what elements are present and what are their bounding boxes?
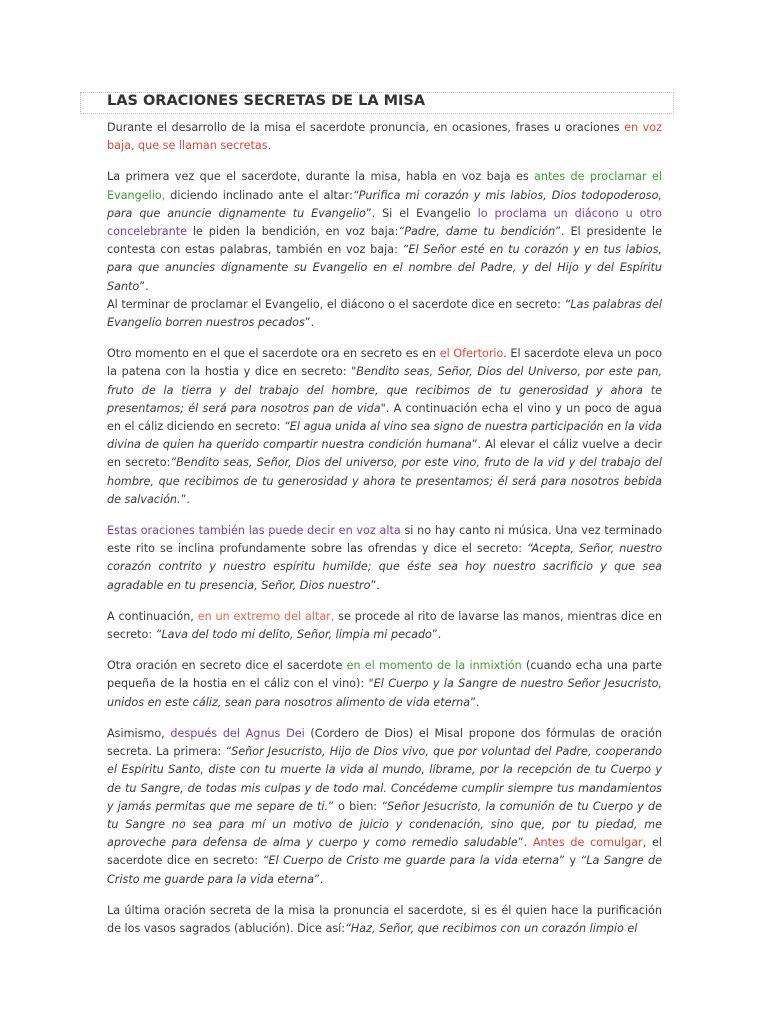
paragraph-intro <box>107 119 662 155</box>
text: ”. <box>370 578 380 592</box>
quote: “Padre, dame tu bendición <box>398 225 556 239</box>
text: si no hay canto ni música. Una vez terminado este rito se inclina profundamente sobre las ofrendas y dice el secreto: <box>107 524 662 556</box>
quote: “El Señor esté en tu corazón y en tus labios, para que anuncies dignamente su Evangelio en el nombre del Padre, y del Hijo y del Espíritu Santo <box>107 243 662 293</box>
paragraph-aloud <box>107 522 662 595</box>
quote: “Señor Jesucristo, la comunión de tu Cuerpo y de tu Sangre no sea para mí un motivo de juicio y condenación, sino que, por tu piedad, me aproveche para defensa de alma y cuerpo y como remedio saludable <box>107 799 663 850</box>
quote: “Haz, Señor, que recibimos con un corazón limpio el <box>345 921 638 935</box>
text: Otra oración en secreto dice el sacerdote <box>107 659 347 673</box>
highlight-green: antes de proclamar el Evangelio, <box>107 170 662 202</box>
paragraph-after-gospel <box>107 296 662 332</box>
paragraph-agnus-dei <box>107 725 662 889</box>
text: A continuación, <box>107 609 198 623</box>
text: ”. <box>314 872 324 886</box>
quote: “Acepta, Señor, nuestro corazón contrito y nuestro espíritu humilde; que éste sea hoy nuestro sacrificio y que sea agradable en tu presencia, Señor, Dios nuestro <box>107 542 662 592</box>
text: ”. <box>431 628 442 642</box>
text: . El sacerdote eleva un poco la patena con la hostia y dice en secreto: <box>107 347 662 379</box>
quote: “Bendito seas, Señor, Dios del universo, por este vino, fruto de la vid y del trabajo del hombre, que recibimos de tu generosidad y ahora te presentamos; él será para nosotros bebida de salvación. <box>107 456 662 506</box>
text: ” y <box>559 854 581 868</box>
text: (Cordero de Dios) el Misal propone dos fórmulas de oración secreta. La primera: <box>107 726 662 759</box>
highlight-green: en el momento de la inmixtión <box>346 659 522 673</box>
highlight-purple: después del Agnus Dei <box>170 726 305 740</box>
text: (cuando echa una parte pequeña de la hostia en el cáliz con el vino): <box>107 659 662 691</box>
highlight-red: en voz baja, que se llaman secretas <box>107 121 662 153</box>
text: ”. Al elevar el cáliz vuelve a decir en secreto: <box>107 438 662 470</box>
text: ”. Si el Evangelio <box>365 206 478 220</box>
paragraph-inmixtion <box>107 657 662 712</box>
text: Al terminar de proclamar el Evangelio, el diácono o el sacerdote dice en secreto: <box>107 297 565 311</box>
paragraph-gospel <box>107 168 662 295</box>
text: ”. <box>470 695 480 709</box>
quote: "Bendito seas, Señor, Dios del Universo, por este pan, fruto de la tierra y del trabajo del hombre, que recibimos de tu generosidad y ahora te presentamos; él será para nosotros pan de vida <box>107 365 662 415</box>
highlight-red: el Ofertorio <box>439 347 504 361</box>
text: ”. <box>517 836 533 850</box>
page-title: LAS ORACIONES SECRETAS DE LA MISA <box>107 93 426 109</box>
paragraph-ablution <box>107 902 662 938</box>
text: Asimismo, <box>107 726 171 740</box>
highlight-purple: lo proclama un diácono u otro concelebrante <box>107 206 662 239</box>
quote: “Lava del todo mi delito, Señor, limpia mi pecado <box>155 628 432 642</box>
text: . <box>267 139 272 153</box>
text: Durante el desarrollo de la misa el sacerdote pronuncia, en ocasiones, frases u oraciones <box>107 121 625 134</box>
text: se procede al rito de lavarse las manos, mientras dice en secreto: <box>107 609 662 642</box>
highlight-red: Antes de comulgar <box>532 836 643 850</box>
text: Otro momento en el que el sacerdote ora en secreto es en <box>107 347 440 361</box>
paragraph-lavabo <box>107 608 662 644</box>
text: le piden la bendición, en voz baja: <box>187 225 399 239</box>
quote: “Las palabras del Evangelio borren nuestros pecados <box>107 297 662 330</box>
quote: “Señor Jesucristo, Hijo de Dios vivo, que por voluntad del Padre, cooperando el Espíritu Santo, diste con tu muerte la vida al mundo, líbrame, por la recepción de tu Cuerpo y de tu Sangre, de todas mis culpas y de todo mal. Concédeme cumplir siempre tus mandamientos y jamás permitas que me separe de ti. <box>107 745 662 813</box>
text: ”. El presidente le contesta con estas palabras, también en voz baja: <box>107 225 662 257</box>
quote: “La Sangre de Cristo me guarde para la vida eterna <box>107 854 662 886</box>
text: ". A continuación echa el vino y un poco de agua en el cáliz diciendo en secreto: <box>107 401 663 434</box>
quote: “Purifica mi corazón y mis labios, Dios todopoderoso, para que anuncie dignamente tu Evangelio <box>107 188 662 220</box>
text: ”. <box>180 492 190 506</box>
text: ” o bien: <box>328 799 382 813</box>
quote: “El agua unida al vino sea signo de nuestra participación en la vida divina de quien ha querido compartir nuestra condición humana <box>107 420 662 452</box>
highlight-salmon: en un extremo del altar, <box>197 609 335 623</box>
text: ”. <box>304 316 315 330</box>
text: La primera vez que el sacerdote, durante la misa, habla en voz baja es <box>107 170 535 184</box>
text: ”. <box>139 279 149 293</box>
article-body <box>107 119 662 951</box>
quote: "El Cuerpo y la Sangre de nuestro Señor Jesucristo, unidos en este cáliz, sean para nosotros alimento de vida eterna <box>107 677 662 709</box>
text: La última oración secreta de la misa la pronuncia el sacerdote, si es él quien hace la purificación de los vasos sagrados (ablución). Dice así: <box>107 903 662 935</box>
text: , el sacerdote dice en secreto: <box>107 836 662 868</box>
text: diciendo inclinado ante el altar: <box>165 188 353 202</box>
highlight-purple: Estas oraciones también las puede decir en voz alta <box>107 524 401 538</box>
paragraph-offertory <box>107 345 662 509</box>
quote: “El Cuerpo de Cristo me guarde para la vida eterna <box>262 854 560 868</box>
